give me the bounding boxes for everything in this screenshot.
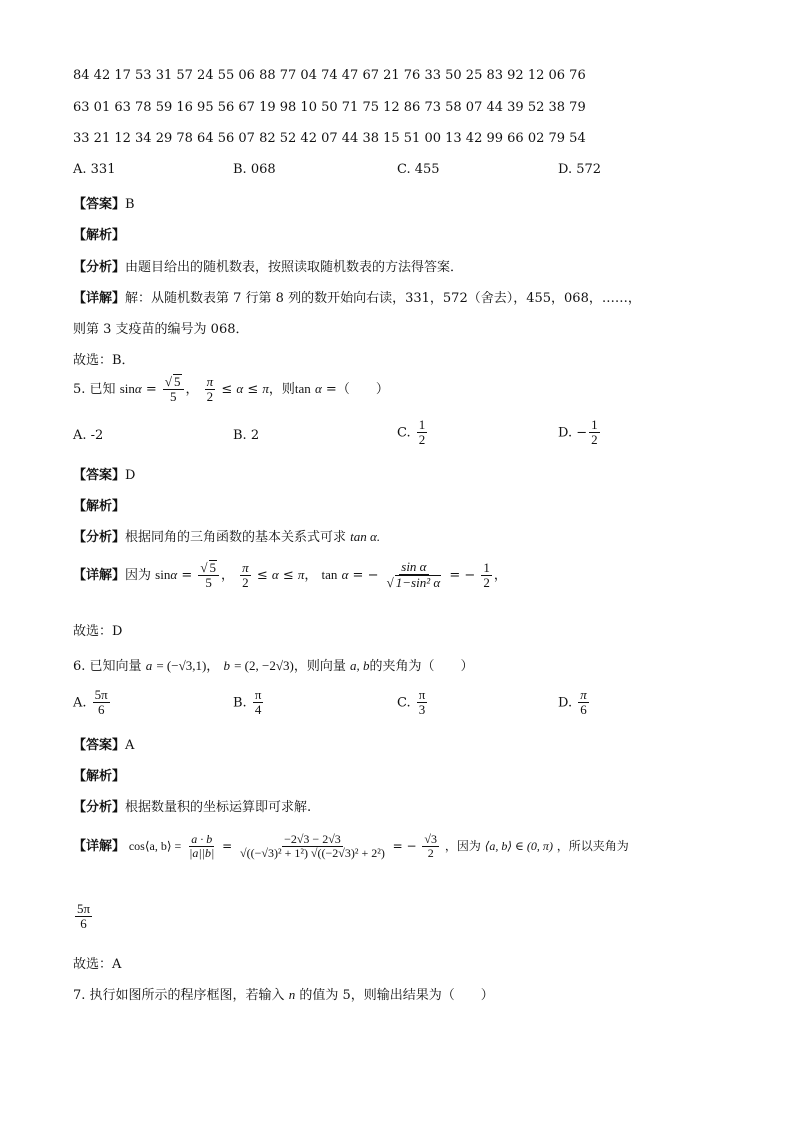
answer-value: D <box>125 468 136 483</box>
q5-d-leq-2: ≤ <box>282 567 294 583</box>
q6-d-because: ，因为 <box>444 839 481 854</box>
q5-d-frac2-den: 1−sin² α <box>395 575 441 591</box>
q6-option-a-den: 6 <box>97 702 105 718</box>
q4-option-d: D. 572 <box>558 162 602 177</box>
q6-option-c-den: 3 <box>418 702 426 718</box>
q5-d-sin: sin <box>155 566 171 582</box>
q5-d-pi: π <box>242 559 249 575</box>
q5-sin-frac: $\frac{√ 5}{5}$ <box>163 374 184 405</box>
q5-tail: =（ ） <box>325 381 389 397</box>
q4-analysis-tag: 【解析】 <box>73 228 126 243</box>
q5-analysis-tag: 【解析】 <box>73 499 126 514</box>
q5-pi: π <box>206 373 214 389</box>
q5-d-neg: = − <box>352 567 379 583</box>
answer-tag: 【答案】 <box>73 468 126 483</box>
random-table-row-3: 33 21 12 34 29 78 64 56 07 82 52 42 07 44 38 15 51 00 13 42 99 66 02 79 54 <box>73 131 586 146</box>
q5-d-pi-2: π <box>297 566 305 582</box>
q4-detail-line-1 <box>73 287 641 306</box>
q4-option-c: C. 455 <box>397 162 440 177</box>
q5-option-a: A. -2 <box>73 428 104 443</box>
fenxi-text: 根据同角的三角函数的基本关系式可求 <box>125 530 347 545</box>
q5-d-two: 2 <box>242 574 249 590</box>
q6-d-cos: cos⟨a, b⟩ = <box>128 839 182 854</box>
q5-d-alpha-2: α <box>271 566 279 582</box>
q5-d-result-num: 1 <box>483 559 490 575</box>
q6-d-range: ⟨a, b⟩ ∈ (0, π) <box>484 839 553 854</box>
q6-answer <box>73 734 134 753</box>
q6-detail <box>73 833 629 860</box>
q5-suffix: ，则 <box>268 381 295 397</box>
q5-d-eq: = <box>181 567 193 583</box>
q6-ab: a, b <box>349 658 370 673</box>
q6-suffix: 的夹角为（ ） <box>369 659 474 674</box>
q6-option-d <box>558 688 591 718</box>
q6-fenxi <box>73 796 311 815</box>
q6-d-f3-den: 2 <box>427 846 434 861</box>
q4-option-b: B. 068 <box>233 162 276 177</box>
answer-value: A <box>125 738 135 753</box>
q5-prefix: 5. 已知 <box>73 381 116 397</box>
q6-conclusion: 故选：A <box>73 957 122 972</box>
q6-vec-a: a <box>145 658 153 673</box>
q6-option-a-label: A. <box>73 695 87 711</box>
q6-comma: ， <box>206 659 220 674</box>
q6-d-f1-den: |a||b| <box>189 846 215 861</box>
q6-result <box>73 902 94 932</box>
detail-text: 解：从随机数表第 7 行第 8 列的数开始向右读，331，572（舍去），455，068，……， <box>125 291 641 306</box>
q5-option-d-sign: − <box>576 425 588 441</box>
q5-comma: ， <box>185 381 199 397</box>
q6-option-a-num: 5π <box>94 687 108 702</box>
q5-option-d <box>558 418 602 448</box>
q5-alpha-3: α <box>314 380 322 396</box>
q5-d-comma: ， <box>221 567 235 583</box>
q5-d-den: 5 <box>205 575 212 591</box>
q5-option-c-den: 2 <box>418 432 426 448</box>
q6-option-c-label: C. <box>397 695 411 711</box>
fenxi-tag: 【分析】 <box>73 800 126 815</box>
q5-d-pi-frac <box>240 561 251 591</box>
q4-detail-line-2: 则第 3 支疫苗的编号为 068． <box>73 322 249 337</box>
answer-tag: 【答案】 <box>73 738 126 753</box>
q5-leq-1: ≤ <box>221 381 233 397</box>
q5-option-c-num: 1 <box>418 417 426 432</box>
q6-option-b <box>233 688 265 718</box>
answer-value: B <box>125 197 135 212</box>
detail-tag: 【详解】 <box>73 567 126 583</box>
q6-d-frac-3 <box>422 833 439 860</box>
q6-option-a <box>73 688 112 718</box>
q6-option-d-label: D. <box>558 695 573 711</box>
q6-d-eq2: = − <box>392 839 417 854</box>
q4-option-a: A. 331 <box>73 162 116 177</box>
q5-answer <box>73 464 135 483</box>
q6-d-f3-num: √3 <box>424 832 438 846</box>
detail-prefix: 因为 <box>125 567 152 583</box>
q7-n: n <box>288 987 296 1002</box>
q5-d-frac-2: $\frac{\text{sin α}}{\text{√ 1−sin² α}}$ <box>386 559 441 591</box>
q6-d-f2-num: −2√3 − 2√3 <box>284 832 341 846</box>
q6-option-c-num: π <box>418 687 426 702</box>
q5-d-frac: $\frac{√ 5}{5}$ <box>198 560 219 591</box>
q6-option-b-den: 4 <box>254 702 262 718</box>
q5-d-frac2-num: sin α <box>401 559 427 574</box>
q5-fenxi <box>73 526 380 545</box>
q5-den: 5 <box>169 389 177 405</box>
q5-question <box>73 374 389 405</box>
q5-sin: sin <box>119 380 135 396</box>
q4-conclusion: 故选：B． <box>73 353 135 368</box>
q6-d-frac-2 <box>238 833 387 860</box>
fenxi-tag: 【分析】 <box>73 530 126 545</box>
q5-d-alpha-3: α <box>341 566 349 582</box>
q6-d-eq: = <box>222 839 233 854</box>
fenxi-text: 根据数量积的坐标运算即可求解. <box>125 800 312 815</box>
q6-option-b-num: π <box>254 687 262 702</box>
q4-answer <box>73 193 135 212</box>
answer-tag: 【答案】 <box>73 197 126 212</box>
q5-d-comma-2: ， <box>304 567 318 583</box>
q5-tan: tan <box>294 380 311 396</box>
q7-text-b: 的值为 5，则输出结果为（ ） <box>299 988 494 1003</box>
q5-d-leq: ≤ <box>256 567 268 583</box>
q5-option-c-label: C. <box>397 425 411 441</box>
q6-mid: ，则向量 <box>293 659 346 674</box>
q6-d-f2-den: √((−√3)² + 1²) √((−2√3)² + 2²) <box>240 846 385 861</box>
q6-question <box>73 655 473 674</box>
q6-b-val: = (2, −2√3) <box>234 658 294 673</box>
q5-sqrt-val: 5 <box>174 374 181 389</box>
q6-result-den: 6 <box>80 916 87 932</box>
q5-option-c <box>397 418 429 448</box>
q5-d-sqrt: 5 <box>209 560 216 575</box>
q6-d-so: ，所以夹角为 <box>556 839 629 854</box>
q5-option-d-num: 1 <box>591 417 598 432</box>
q5-detail <box>73 560 507 591</box>
q5-option-d-den: 2 <box>591 432 598 448</box>
q5-alpha: α <box>134 380 142 396</box>
q5-conclusion: 故选：D <box>73 624 123 639</box>
q6-result-num: 5π <box>77 901 91 916</box>
random-table-row-2: 63 01 63 78 59 16 95 56 67 19 98 10 50 71 75 12 86 73 58 07 44 39 52 38 79 <box>73 100 586 115</box>
detail-tag: 【详解】 <box>73 839 126 855</box>
q5-d-tan: tan <box>321 566 338 582</box>
q6-vec-b: b <box>223 658 230 673</box>
q5-pi-frac <box>205 375 216 405</box>
random-table-row-1: 84 42 17 53 31 57 24 55 06 88 77 04 74 47 67 21 76 33 50 25 83 92 12 06 76 <box>73 68 586 83</box>
detail-tag: 【详解】 <box>73 291 126 306</box>
q6-option-b-label: B. <box>233 695 247 711</box>
fenxi-tail: tan α. <box>350 529 381 544</box>
q5-option-d-label: D. <box>558 425 573 441</box>
q5-two: 2 <box>206 388 214 404</box>
q5-d-end: ， <box>493 567 507 583</box>
q6-d-f1-num: a · b <box>191 832 213 846</box>
q6-prefix: 6. 已知向量 <box>73 659 142 674</box>
q5-d-eq-2: = − <box>449 567 476 583</box>
q6-analysis-tag: 【解析】 <box>73 769 126 784</box>
q5-d-alpha: α <box>170 566 178 582</box>
q5-d-result-den: 2 <box>483 574 490 590</box>
q4-fenxi <box>73 256 463 275</box>
fenxi-tag: 【分析】 <box>73 260 126 275</box>
q5-leq-2: ≤ <box>247 381 259 397</box>
fenxi-text: 由题目给出的随机数表，按照读取随机数表的方法得答案． <box>125 260 464 275</box>
q6-option-d-num: π <box>580 687 587 702</box>
q6-option-d-den: 6 <box>580 702 587 718</box>
q5-pi-2: π <box>262 380 269 396</box>
q7-text-a: 7. 执行如图所示的程序框图，若输入 <box>73 988 285 1003</box>
q5-option-b: B. 2 <box>233 428 260 443</box>
q6-a-val: = (−√3,1) <box>156 658 207 673</box>
q7-question <box>73 984 494 1003</box>
q5-d-result <box>481 561 492 591</box>
q5-alpha-2: α <box>236 380 244 396</box>
q5-eq: = <box>145 381 157 397</box>
q6-d-frac-1 <box>187 833 216 860</box>
q6-option-c <box>397 688 429 718</box>
